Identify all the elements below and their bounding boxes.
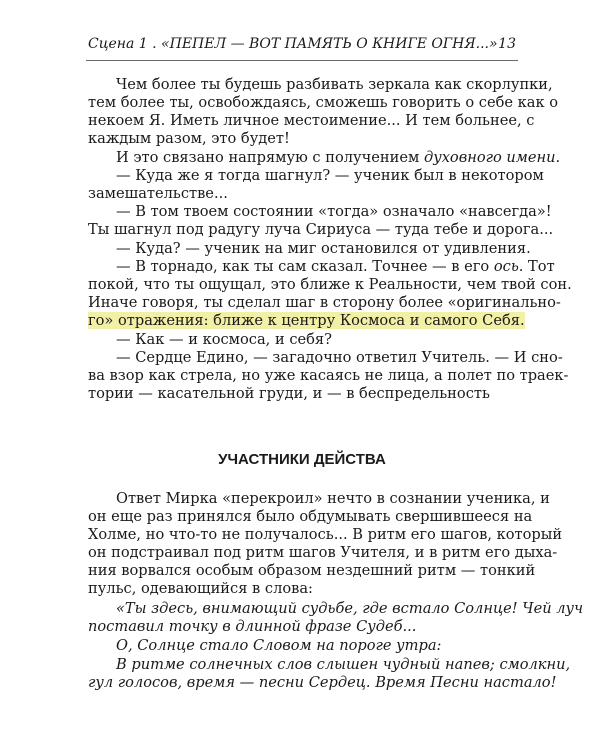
poem-line: гул голосов, время — песни Сердец. Время Песни настало! <box>88 674 557 691</box>
dialogue-line: — Как — и космоса, и себя? <box>116 331 332 348</box>
poem-line: «Ты здесь, внимающий судьбе, где встало Солнце! Чей луч <box>116 600 584 617</box>
emphasis-text: духовного имени. <box>423 149 561 166</box>
text-line: Чем более ты будешь разбивать зеркала как скорлупки, <box>116 76 553 93</box>
highlighted-text: го» отражения: ближе к центру Космоса и самого Себя. <box>88 312 525 329</box>
text-line: тории — касательной груди, и — в беспредельность <box>88 385 490 402</box>
chapter-title: Сцена 1 . «ПЕПЕЛ — ВОТ ПАМЯТЬ О КНИГЕ ОГНЯ...» <box>88 36 498 52</box>
text-line: Холме, но что-то не получалось... В ритм его шагов, который <box>88 526 563 543</box>
poem-line: В ритме солнечных слов слышен чудный напев; смолкни, <box>116 656 571 673</box>
text-line: каждым разом, это будет! <box>88 130 290 147</box>
text-line: некоем Я. Иметь личное местоимение... И тем больнее, с <box>88 112 535 129</box>
text-line: он еще раз принялся было обдумывать свершившееся на <box>88 508 533 525</box>
emphasis-text: ось <box>493 258 519 275</box>
dialogue-line: — Куда? — ученик на миг остановился от удивления. <box>116 240 531 257</box>
text-fragment: И это связано напрямую с получением <box>116 149 424 166</box>
text-line: ва взор как стрела, но уже касаясь не лица, а полет по траек- <box>88 367 569 384</box>
header-rule <box>86 60 518 61</box>
dialogue-line: — В том твоем состоянии «тогда» означало «навсегда»! <box>116 203 552 220</box>
text-line: Ты шагнул под радугу луча Сириуса — туда тебе и дорога... <box>88 221 554 238</box>
text-line: покой, что ты ощущал, это ближе к Реальности, чем твой сон. <box>88 276 572 293</box>
text-line: пульс, одевающийся в слова: <box>88 580 313 597</box>
section-heading: УЧАСТНИКИ ДЕЙСТВА <box>218 451 386 468</box>
poem-line: поставил точку в длинной фразе Судеб... <box>88 618 417 635</box>
text-line <box>116 149 561 167</box>
text-line: тем более ты, освобождаясь, сможешь говорить о себе как о <box>88 94 559 111</box>
dialogue-line: — Куда же я тогда шагнул? — ученик был в некотором <box>116 167 544 184</box>
poem-line: О, Солнце стало Словом на пороге утра: <box>116 637 442 654</box>
text-fragment: — В торнадо, как ты сам сказал. Точнее — в его <box>116 258 494 275</box>
text-line <box>88 312 525 330</box>
text-line: ния ворвался особым образом нездешний ритм — тонкий <box>88 562 536 579</box>
text-line: он подстраивал под ритм шагов Учителя, и в ритм его дыха- <box>88 544 558 561</box>
dialogue-line: — Сердце Едино, — загадочно ответил Учитель. — И сно- <box>116 349 563 366</box>
page-number: 13 <box>498 36 516 52</box>
text-line: Ответ Мирка «перекроил» нечто в сознании ученика, и <box>116 490 550 507</box>
text-line: замешательстве... <box>88 185 228 202</box>
dialogue-line <box>116 258 555 276</box>
text-fragment: . Тот <box>518 258 555 275</box>
text-line: Иначе говоря, ты сделал шаг в сторону более «оригинально- <box>88 294 561 311</box>
